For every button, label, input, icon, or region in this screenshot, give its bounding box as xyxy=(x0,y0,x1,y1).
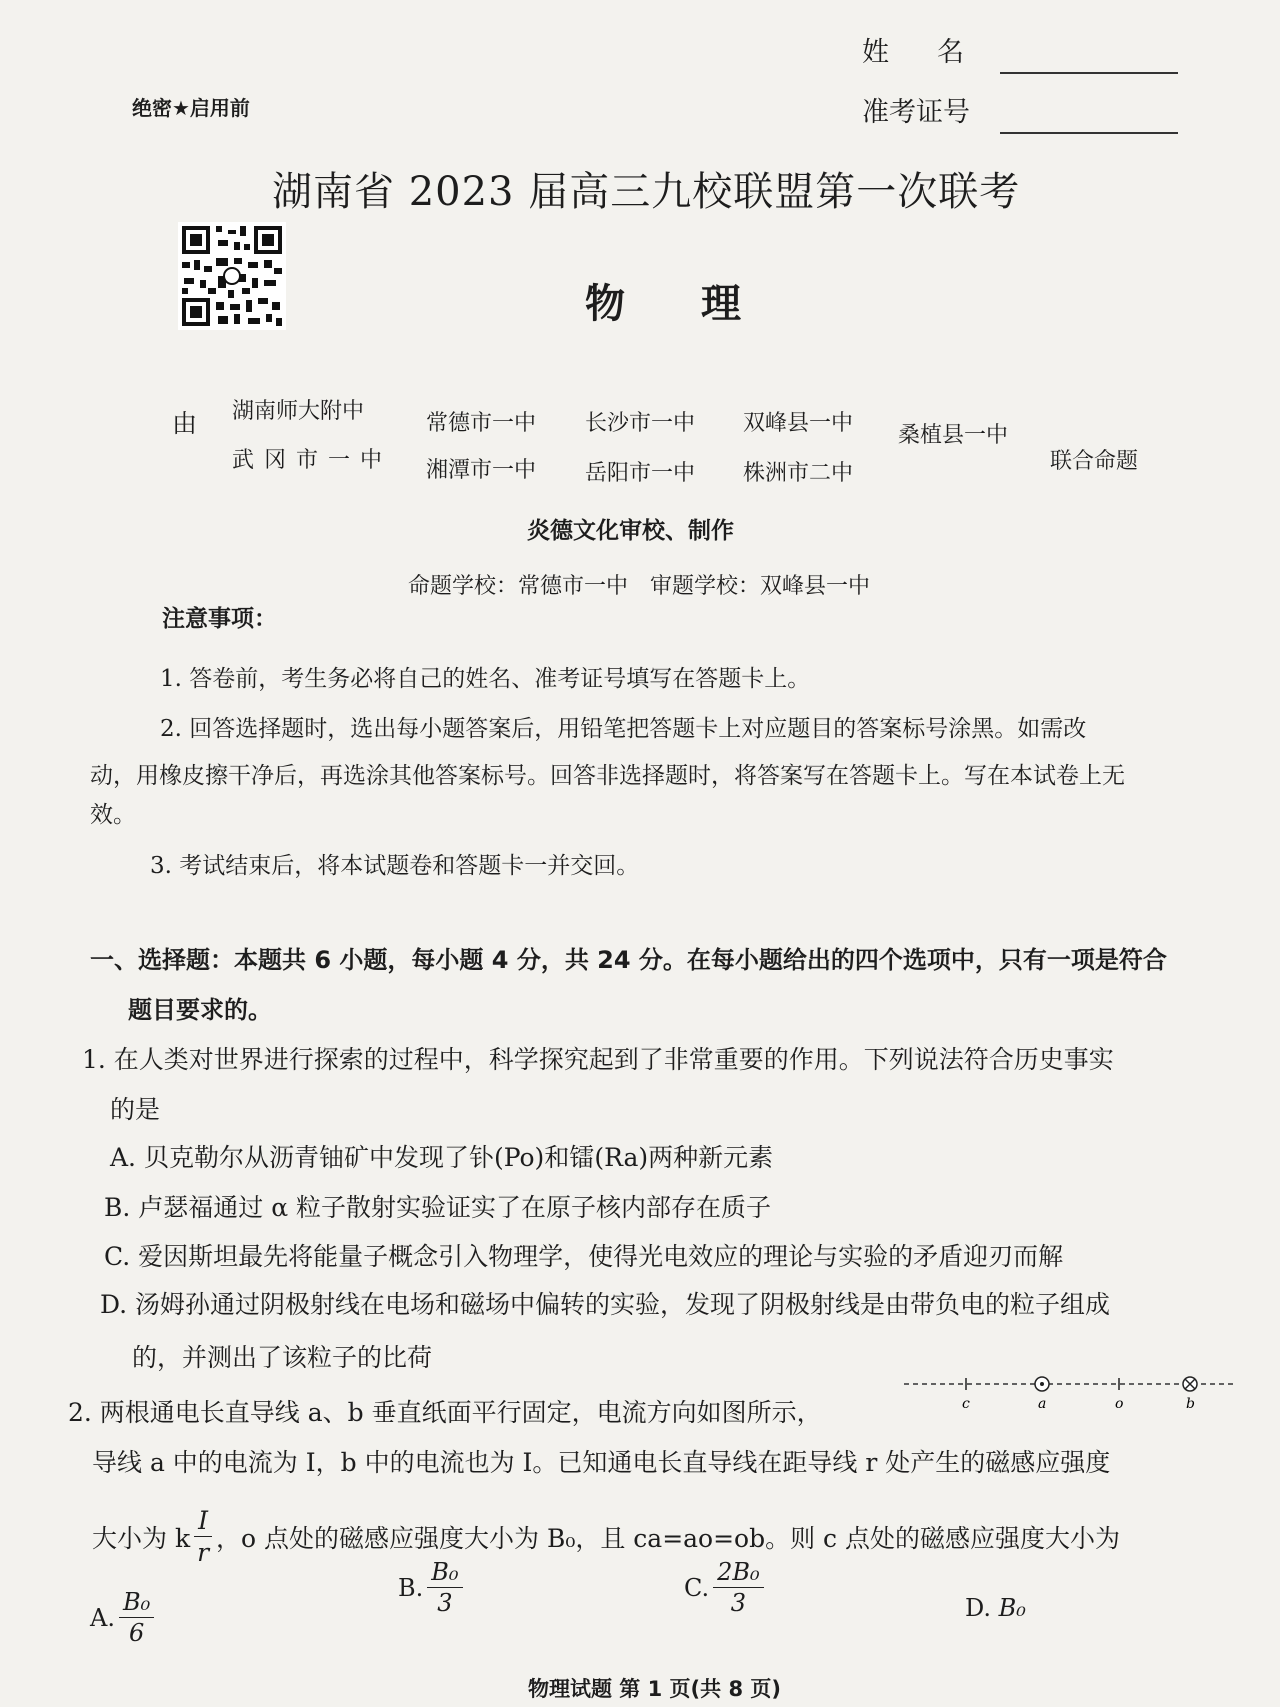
note-item: 3. 考试结束后，将本试题卷和答题卡一并交回。 xyxy=(150,853,640,879)
fraction-numerator: I xyxy=(194,1508,212,1537)
notes-title: 注意事项： xyxy=(162,606,277,632)
school-name: 双峰县一中 xyxy=(743,411,854,436)
section-heading: 一、选择题：本题共 6 小题，每小题 4 分，共 24 分。在每小题给出的四个选项中，只有一项是符合 xyxy=(90,946,1167,974)
name-label: 姓名 xyxy=(862,37,1012,68)
fraction-denominator: 3 xyxy=(437,1589,453,1617)
fraction-numerator: B₀ xyxy=(427,1560,462,1588)
fraction-numerator: B₀ xyxy=(119,1590,154,1618)
option-label: D. xyxy=(965,1594,992,1622)
joint-setting-label: 联合命题 xyxy=(1050,449,1139,474)
qr-code-icon xyxy=(178,222,286,330)
diagram-label-o: o xyxy=(1115,1396,1124,1412)
name-blank-line xyxy=(1000,72,1178,74)
exam-subject: 物理 xyxy=(585,280,817,327)
option-label: A. xyxy=(90,1603,115,1632)
question-1-stem-cont: 的是 xyxy=(110,1095,161,1124)
exam-title: 湖南省 2023 届高三九校联盟第一次联考 xyxy=(272,169,1021,215)
option-label: C. xyxy=(684,1573,710,1602)
question-2-option-d xyxy=(965,1594,1026,1622)
school-name: 常德市一中 xyxy=(426,411,537,436)
wire-diagram xyxy=(900,1364,1240,1416)
option-fraction xyxy=(427,1560,462,1615)
formula-fraction xyxy=(194,1508,212,1565)
diagram-label-a: a xyxy=(1038,1396,1047,1412)
school-name: 长沙市一中 xyxy=(585,411,696,436)
note-item: 动，用橡皮擦干净后，再选涂其他答案标号。回答非选择题时，将答案写在答题卡上。写在本试卷上无 xyxy=(90,763,1125,789)
fraction-denominator: 3 xyxy=(730,1589,747,1617)
question-2-stem-cont: 导线 a 中的电流为 I，b 中的电流也为 I。已知通电长直导线在距导线 r 处产生的磁感应强度 xyxy=(92,1448,1111,1477)
exam-id-blank-line xyxy=(1000,132,1178,134)
option-fraction xyxy=(713,1560,764,1615)
school-name: 桑植县一中 xyxy=(898,423,1009,448)
option-value: B₀ xyxy=(998,1594,1026,1622)
question-2-option-c xyxy=(684,1560,768,1615)
school-name: 湖南师大附中 xyxy=(232,399,365,424)
question-1-option-b: B. 卢瑟福通过 α 粒子散射实验证实了在原子核内部存在质子 xyxy=(104,1193,772,1222)
question-2-stem-formula xyxy=(92,1508,1120,1565)
note-item: 效。 xyxy=(90,802,136,828)
option-label: B. xyxy=(398,1573,424,1602)
question-1-option-d-cont: 的，并测出了该粒子的比荷 xyxy=(132,1343,433,1372)
question-2-stem: 2. 两根通电长直导线 a、b 垂直纸面平行固定，电流方向如图所示， xyxy=(68,1398,822,1427)
fraction-denominator: 6 xyxy=(128,1619,145,1647)
exam-id-label: 准考证号 xyxy=(862,97,970,128)
question-1-option-c: C. 爱因斯坦最先将能量子概念引入物理学，使得光电效应的理论与实验的矛盾迎刃而解 xyxy=(104,1242,1064,1271)
note-item: 1. 答卷前，考生务必将自己的姓名、准考证号填写在答题卡上。 xyxy=(160,666,811,692)
diagram-label-b: b xyxy=(1186,1396,1195,1412)
section-heading-cont: 题目要求的。 xyxy=(128,996,272,1024)
schools-prefix: 由 xyxy=(172,409,198,438)
question-2-option-a xyxy=(90,1590,158,1645)
formula-suffix: ，o 点处的磁感应强度大小为 B₀，且 ca=ao=ob。则 c 点处的磁感应强度大小为 xyxy=(216,1523,1120,1553)
formula-prefix: 大小为 k xyxy=(92,1523,191,1553)
question-2-option-b xyxy=(398,1560,467,1615)
question-1-option-d: D. 汤姆孙通过阴极射线在电场和磁场中偏转的实验，发现了阴极射线是由带负电的粒子组成 xyxy=(100,1290,1111,1319)
school-name: 岳阳市一中 xyxy=(585,461,696,486)
school-name: 武冈市一中 xyxy=(232,448,393,473)
diagram-label-c: c xyxy=(962,1396,970,1412)
option-fraction xyxy=(119,1590,154,1645)
school-name: 株洲市二中 xyxy=(743,461,854,486)
setting-schools: 命题学校：常德市一中 审题学校：双峰县一中 xyxy=(408,574,871,599)
note-item: 2. 回答选择题时，选出每小题答案后，用铅笔把答题卡上对应题目的答案标号涂黑。如需改 xyxy=(160,716,1087,742)
fraction-numerator: 2B₀ xyxy=(713,1560,764,1588)
review-credit: 炎德文化审校、制作 xyxy=(527,518,734,544)
fraction-denominator: r xyxy=(197,1538,210,1567)
page-footer: 物理试题 第 1 页(共 8 页) xyxy=(528,1677,781,1701)
question-1-option-a: A. 贝克勒尔从沥青铀矿中发现了钋(Po)和镭(Ra)两种新元素 xyxy=(110,1143,774,1172)
confidential-label: 绝密★启用前 xyxy=(132,96,250,120)
question-1-stem: 1. 在人类对世界进行探索的过程中，科学探究起到了非常重要的作用。下列说法符合历史事实 xyxy=(82,1045,1114,1074)
school-name: 湘潭市一中 xyxy=(426,458,537,483)
